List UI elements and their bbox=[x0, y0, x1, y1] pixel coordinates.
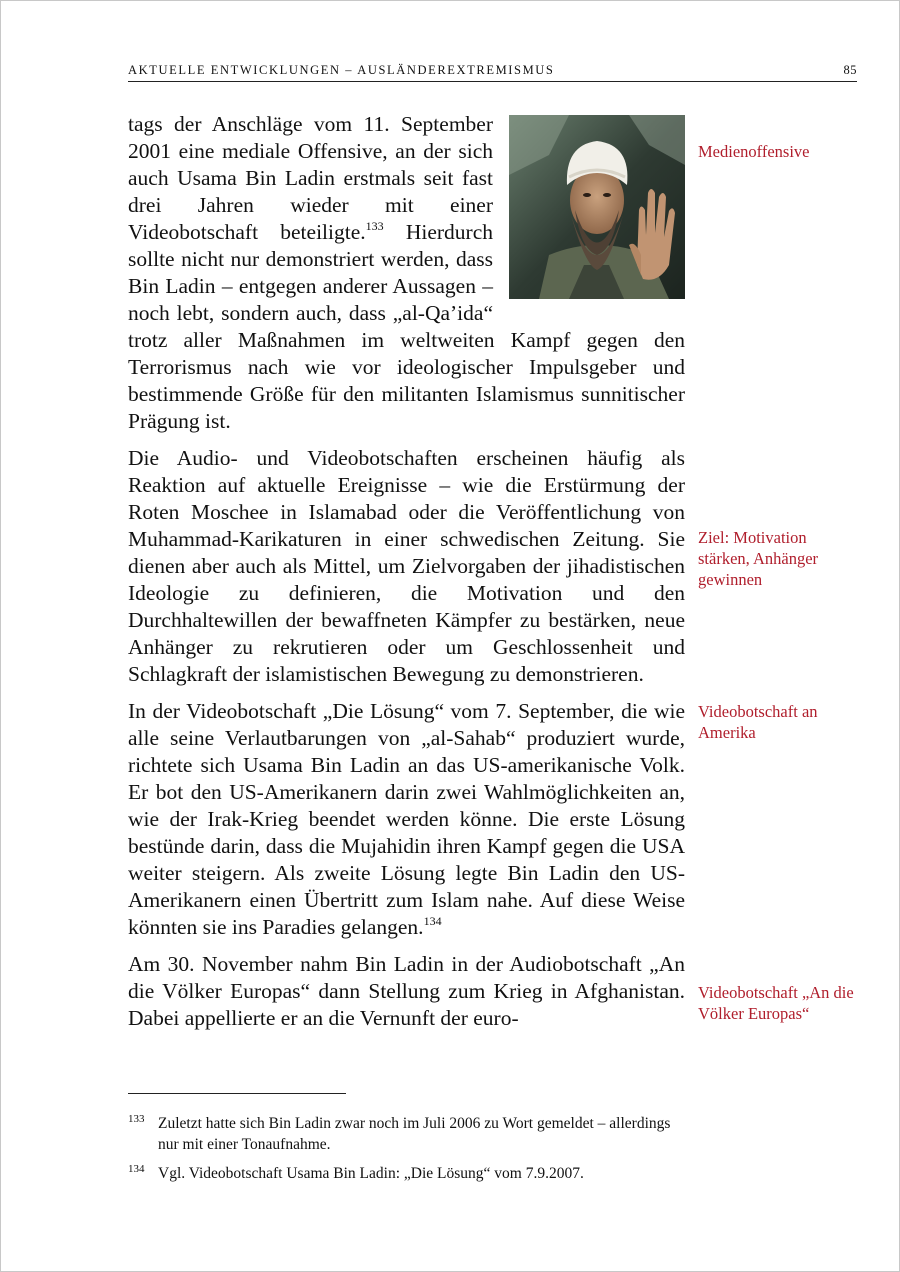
footnote-ref-134[interactable]: 134 bbox=[423, 914, 442, 928]
paragraph-1: tags der Anschläge vom 11. September 2001 eine mediale Offensive, an der sich auch Usama Bin Ladin erstmals seit fast drei Jahren wieder mit einer Videobotschaft beteiligte.$^{133}$ Hierdurch sollte nicht nur demonstriert werden, dass Bin Ladin – entgegen anderer Aussagen – noch lebt, sondern auch, dass „al-Qa’ida“ trotz aller Maßnahmen im weltweiten Kampf gegen den Terrorismus nach wie vor ideologischer Impulsgeber und bestimmende Größe für den militanten Islamismus sunnitischer Prägung ist. bbox=[128, 112, 685, 433]
body-text bbox=[128, 111, 685, 1042]
portrait-photo bbox=[509, 115, 685, 299]
margin-note-medienoffensive: Medienoffensive bbox=[698, 142, 810, 161]
running-header bbox=[128, 63, 857, 82]
footnote-number: 133 bbox=[128, 1113, 145, 1125]
footnote-text: Vgl. Videobotschaft Usama Bin Ladin: „Die Lösung“ vom 7.9.2007. bbox=[158, 1165, 584, 1182]
margin-note-voelker-europas: Videobotschaft „An die Völker Europas“ bbox=[698, 983, 854, 1023]
footnote-133 bbox=[128, 1113, 688, 1155]
paragraph-2: Die Audio- und Videobotschaften erscheinen häufig als Reaktion auf aktuelle Ereignisse – wie die Erstürmung der Roten Moschee in Islamabad oder die Veröffentlichung von Muhammad-Karikaturen in einer schwedischen Zeitung. Sie dienen aber auch als Mittel, um Zielvorgaben der jihadistischen Ideologie zu definieren, die Motivation und den Durchhaltewillen der bewaffneten Kämpfer zu bestärken, neue Anhänger zu rekrutieren oder um Geschlossenheit und Schlagkraft der islamistischen Bewegung zu demonstrieren. bbox=[128, 446, 685, 686]
footnote-text: Zuletzt hatte sich Bin Ladin zwar noch im Juli 2006 zu Wort gemeldet – allerdings nur mit einer Tonaufnahme. bbox=[158, 1115, 671, 1153]
page-number: 85 bbox=[843, 63, 857, 77]
running-title: AKTUELLE ENTWICKLUNGEN – AUSLÄNDEREXTREMISMUS bbox=[128, 63, 555, 77]
footnote-number: 134 bbox=[128, 1163, 145, 1175]
footnote-134 bbox=[128, 1163, 688, 1184]
margin-note-videobotschaft-amerika: Videobotschaft an Amerika bbox=[698, 702, 818, 742]
margin-note-motivation: Ziel: Motivation stärken, Anhänger gewinnen bbox=[698, 528, 819, 589]
paragraph-3: In der Videobotschaft „Die Lösung“ vom 7. September, die wie alle seine Verlautbarungen von „al-Sahab“ produziert wurde, richtete sich Usama Bin Ladin an das US-amerikanische Volk. Er bot den US-Amerikanern darin zwei Wahlmöglichkeiten an, wie der Irak-Krieg beendet werden könne. Die erste Lösung bestünde darin, dass die Mujahidin ihren Kampf gegen die USA weiter steigern. Als zweite Lösung legte Bin Ladin den US-Amerikanern einen Übertritt zum Islam nahe. Auf diese Weise könnten sie ins Paradies gelangen.$^{134}$ bbox=[128, 699, 685, 939]
footnote-divider bbox=[128, 1093, 346, 1094]
paragraph-4: Am 30. November nahm Bin Ladin in der Audiobotschaft „An die Völker Europas“ dann Stellung zum Krieg in Afghanistan. Dabei appellierte er an die Vernunft der euro- bbox=[128, 952, 685, 1030]
footnote-ref-133[interactable]: 133 bbox=[365, 219, 384, 233]
